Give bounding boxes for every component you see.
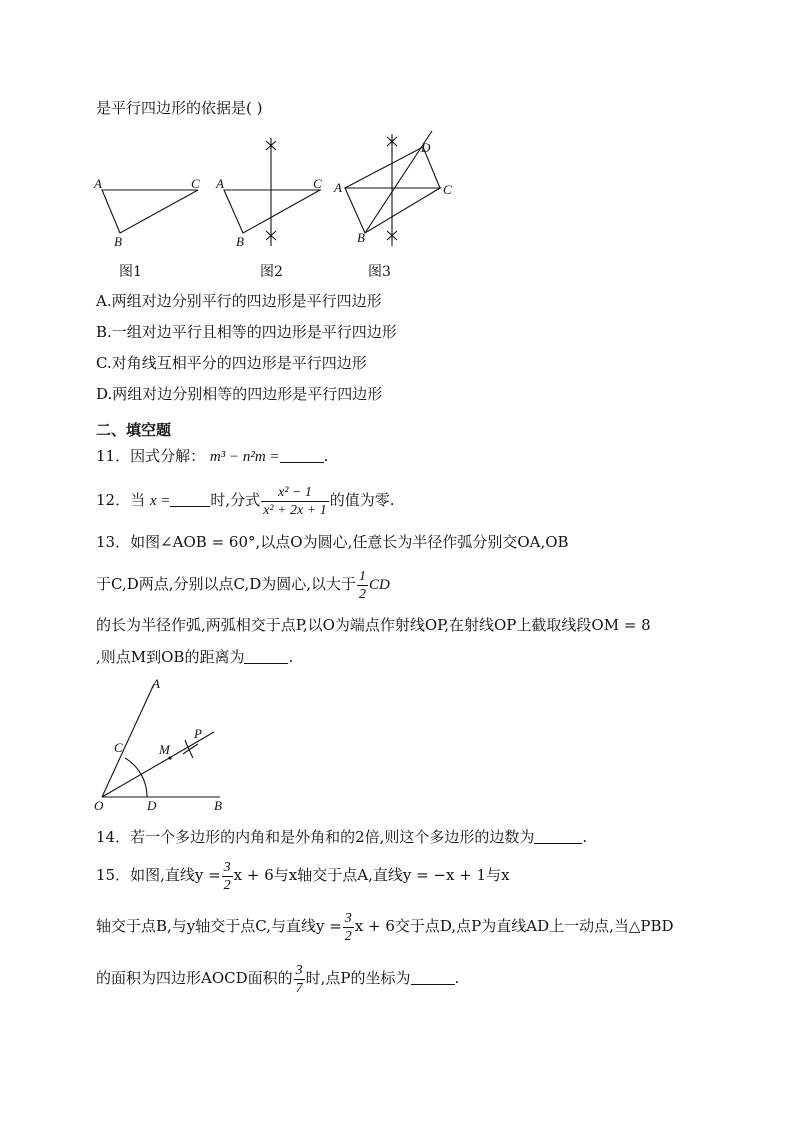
q14 <box>96 827 587 847</box>
q15-line-1-tail: x + 6与x轴交于点A,直线y = −x + 1与x <box>233 866 510 884</box>
q10-figures <box>90 128 470 258</box>
q15-line-1 <box>96 855 510 895</box>
label-b: B <box>214 798 222 813</box>
q14-text: 14．若一个多边形的内角和是外角和的2倍,则这个多边形的边数为 <box>96 828 535 846</box>
fig1-label-a: A <box>94 176 102 191</box>
q12-number: 12． <box>96 491 131 509</box>
q15-line-2-tail: x + 6交于点D,点P为直线AD上一动点,当△PBD <box>354 917 674 935</box>
q13-line-2 <box>96 564 390 605</box>
q15-fraction-3 <box>294 962 305 997</box>
fig1-triangle <box>102 190 198 233</box>
q15-line-3-tail: 时,点P的坐标为 <box>305 969 411 987</box>
q13-end: . <box>288 648 294 666</box>
q15-f3-den: 7 <box>295 980 303 996</box>
q15-f2-den: 2 <box>344 928 352 944</box>
q15-line-1-text: 15．如图,直线y = <box>96 866 221 884</box>
fig1-caption: 图1 <box>119 264 142 280</box>
q12-text-3: 的值为零. <box>329 491 395 509</box>
q15-fraction-1 <box>222 859 233 894</box>
q12-variable: x = <box>149 493 171 509</box>
q10-option-a: A.两组对边分别平行的四边形是平行四边形 <box>96 292 382 310</box>
fig1-label-c: C <box>191 176 200 191</box>
label-c: C <box>114 740 123 755</box>
q13-line-4-text: ,则点M到OB的距离为 <box>96 648 245 666</box>
q11-answer-blank <box>280 448 324 463</box>
fig2-label-c: C <box>313 176 322 191</box>
q15-end: . <box>454 969 460 987</box>
q15-answer-blank <box>411 970 455 985</box>
q12-text-2: 时,分式 <box>210 491 261 509</box>
label-a: A <box>152 676 160 691</box>
q14-end: . <box>582 828 588 846</box>
label-m: M <box>159 742 170 757</box>
q15-f1-num: 3 <box>223 859 231 875</box>
q14-answer-blank <box>534 829 582 844</box>
fig1-label-b: B <box>114 234 122 249</box>
q13-line-1: 13．如图∠AOB = 60°,以点O为圆心,任意长为半径作弧分别交OA,OB <box>96 533 569 551</box>
q13-cd: CD <box>369 577 390 593</box>
q11-expression: m³ − n²m = <box>209 449 280 465</box>
fig2-label-a: A <box>216 176 224 191</box>
q13-fraction <box>357 568 368 603</box>
label-p: P <box>194 726 202 741</box>
fig2-triangle <box>224 190 320 233</box>
fig2-caption: 图2 <box>260 264 283 280</box>
section-title-fill-in: 二、填空题 <box>96 421 172 439</box>
q12-fraction <box>261 484 329 519</box>
q13-frac-num: 1 <box>359 568 367 584</box>
fig3-caption: 图3 <box>368 264 391 280</box>
q11-end: . <box>323 447 329 465</box>
q11 <box>96 446 328 467</box>
q11-number: 11． <box>96 447 131 465</box>
q12-denominator: x² + 2x + 1 <box>263 502 327 518</box>
ray-oa <box>102 684 154 797</box>
fig3-label-b: B <box>357 230 365 245</box>
q12-numerator: x² − 1 <box>261 484 329 502</box>
q15-f2-num: 3 <box>344 910 352 926</box>
q13-line-4 <box>96 647 293 667</box>
q15-f3-num: 3 <box>295 962 303 978</box>
label-d: D <box>147 798 157 813</box>
q15-fraction-2 <box>343 910 354 945</box>
fig3-label-d: D <box>421 140 431 155</box>
q10-stem: 是平行四边形的依据是( ) <box>96 99 263 117</box>
q12-text-1: 当 <box>130 491 146 509</box>
q12-answer-blank <box>170 492 210 507</box>
q13-frac-den: 2 <box>359 586 367 602</box>
q15-line-3-text: 的面积为四边形AOCD面积的 <box>96 969 293 987</box>
q13-figure <box>90 674 240 814</box>
q13-answer-blank <box>244 649 288 664</box>
q10-option-b: B.一组对边平行且相等的四边形是平行四边形 <box>96 323 397 341</box>
fig3-label-a: A <box>334 180 342 195</box>
fig3-label-c: C <box>443 182 452 197</box>
q15-line-2-text: 轴交于点B,与y轴交于点C,与直线y = <box>96 917 342 935</box>
q13-line-3: 的长为半径作弧,两弧相交于点P,以O为端点作射线OP,在射线OP上截取线段OM = 8 <box>96 616 651 634</box>
arc-p-1 <box>185 740 193 758</box>
label-o: O <box>94 798 104 813</box>
q13-line-2-text: 于C,D两点,分别以点C,D为圆心,以大于 <box>96 575 357 593</box>
q12 <box>96 480 395 521</box>
q15-line-2 <box>96 906 674 946</box>
q10-option-d: D.两组对边分别相等的四边形是平行四边形 <box>96 385 383 403</box>
fig2-label-b: B <box>236 234 244 249</box>
q11-text: 因式分解： <box>130 447 206 465</box>
q15-line-3 <box>96 958 459 998</box>
q10-option-c: C.对角线互相平分的四边形是平行四边形 <box>96 354 367 372</box>
q15-f1-den: 2 <box>223 877 231 893</box>
